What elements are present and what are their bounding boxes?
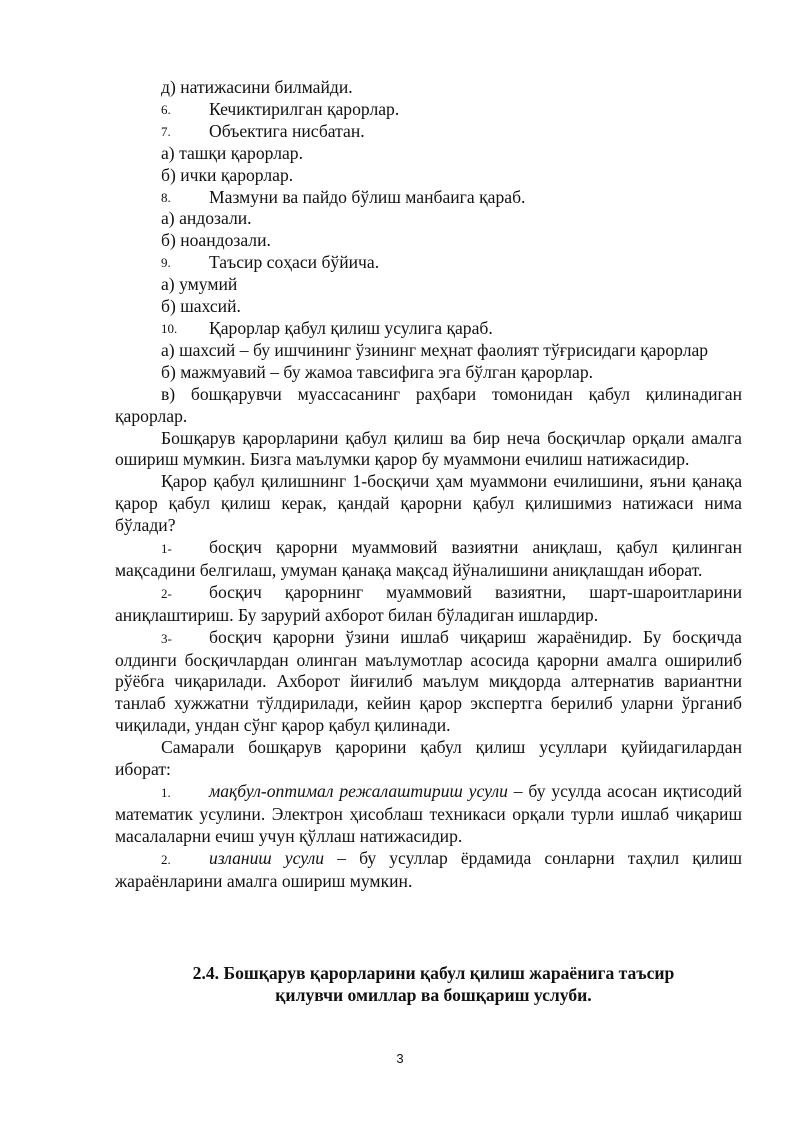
paragraph: Самарали бошқарув қарорини қабул қилиш усуллари қуйидагилардан иборат:: [115, 737, 742, 780]
list-number: 8.: [161, 189, 171, 205]
list-subitem: б) ноандозали.: [161, 230, 271, 251]
list-subitem: д) натижасини билмайди.: [161, 77, 353, 97]
method-name: изланиш усули: [209, 847, 325, 868]
list-item-7: [115, 121, 742, 143]
method-name: мақбул-оптимал режалаштириш усули: [209, 781, 508, 801]
section-heading-line-1: 2.4. Бошқарув қарорларини қабул қилиш жараёнига таъсир: [192, 963, 675, 983]
method-number: 2.: [161, 851, 171, 867]
section-heading: [115, 962, 742, 1006]
list-item-text: Кечиктирилган қарорлар.: [209, 98, 400, 119]
list-item-6: [115, 99, 742, 121]
stage-number: 2-: [161, 585, 172, 601]
method-item-2: [115, 848, 742, 893]
paragraph: Қарор қабул қилишнинг 1-босқичи ҳам муаммони ечилишини, яъни қанақа қарор қабул қилиш керак, қандай қарорни қабул қилишимиз натижаси нима бўлади?: [115, 471, 742, 536]
list-subitem: а) шахсий – бу ишчининг ўзининг меҳнат фаолият тўғрисидаги қарорлар: [161, 339, 709, 360]
list-subitem: в) бошқарувчи муассасанинг раҳбари томонидан қабул қилинадиган қарорлар.: [115, 383, 742, 426]
list-item-8: [115, 187, 742, 209]
paragraph: Бошқарув қарорларини қабул қилиш ва бир неча босқичлар орқали амалга ошириш мумкин. Бизга маълумки қарор бу муаммони ечилиш натижасидир.: [115, 427, 742, 470]
list-item-9: [115, 252, 742, 274]
list-subitem: а) андозали.: [161, 208, 252, 229]
section-heading-line-2: қилувчи омиллар ва бошқариш услуби.: [275, 985, 592, 1005]
stage-item-3: [115, 627, 742, 738]
stage-text: босқич қарорни ўзини ишлаб чиқариш жараёнидир. Бу босқичда олдинги босқичлардан олинган маълумотлар асосида қарорни амалга оширилиб рўёбга чиқарилади. Ахборот йиғилиб маълум миқдорда алтернатив вариантни танлаб хужжатни тўлдирилади, кейин қарор экспертга берилиб уларни ўрганиб чиқилади, ундан сўнг қарор қабул қилинади.: [115, 626, 742, 736]
list-item-text: Қарорлар қабул қилиш усулига қараб.: [209, 317, 493, 338]
stage-text: босқич қарорни муаммовий вазиятни аниқлаш, қабул қилинган мақсадини белгилаш, умуман қанақа мақсад йўналишини аниқлашдан иборат.: [115, 537, 742, 580]
list-subitem: б) шахсий.: [161, 296, 241, 317]
page-number: 3: [396, 1051, 404, 1066]
stage-text: босқич қарорнинг муаммовий вазиятни, шарт-шароитларини аниқлаштириш. Бу зарурий ахборот билан бўладиган ишлардир.: [115, 581, 742, 625]
list-item-text: Объектига нисбатан.: [209, 120, 365, 141]
method-number: 1.: [161, 785, 171, 800]
list-subitem: б) мажмуавий – бу жамоа тавсифига эга бўлган қарорлар.: [161, 361, 594, 382]
list-item-text: Таъсир соҳаси бўйича.: [209, 252, 380, 273]
list-subitem: а) умумий: [161, 274, 238, 295]
list-subitem: а) ташқи қарорлар.: [161, 142, 303, 163]
list-item-10: [115, 318, 742, 340]
list-number: 6.: [161, 101, 171, 117]
body-text: [115, 77, 742, 893]
method-item-1: [115, 781, 742, 848]
list-number: 10.: [161, 320, 178, 336]
stage-item-1: [115, 537, 742, 582]
list-item-text: Мазмуни ва пайдо бўлиш манбаига қараб.: [209, 186, 526, 207]
stage-number: 3-: [161, 630, 172, 646]
method-text: – бу усуллар ёрдамида сонларни таҳлил қилиш жараёнларини амалга ошириш мумкин.: [115, 847, 742, 891]
method-text: – бу усулда асосан иқтисодий математик усулини. Электрон ҳисоблаш техникаси орқали турли ишлаб чиқариш масалаларни ечиш учун қўллаш натижасидир.: [115, 781, 742, 846]
stage-item-2: [115, 582, 742, 627]
list-number: 9.: [161, 255, 171, 271]
list-number: 7.: [161, 123, 171, 139]
stage-number: 1-: [161, 541, 172, 557]
list-subitem: б) ички қарорлар.: [161, 164, 294, 185]
